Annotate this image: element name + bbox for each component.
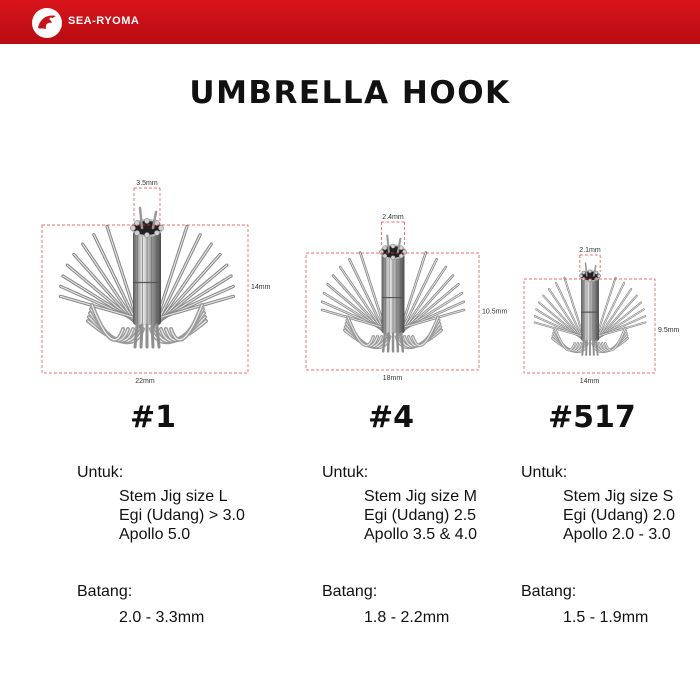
- top-dimension-label: 3.5mm: [136, 180, 158, 187]
- use-item: Egi (Udang) > 3.0: [119, 507, 245, 524]
- uses-list-1: [119, 487, 245, 544]
- height-dimension-label: 10.5mm: [482, 308, 508, 316]
- use-item: Egi (Udang) 2.0: [563, 507, 676, 524]
- batang-label-4: Batang:: [322, 583, 378, 600]
- batang-label-1: Batang:: [77, 583, 133, 600]
- size-label-1: #1: [130, 400, 177, 435]
- top-dimension-label: 2.1mm: [579, 247, 601, 254]
- batang-value-4: 1.8 - 2.2mm: [364, 609, 450, 626]
- untuk-label-517: Untuk:: [521, 464, 568, 481]
- brand-name: SEA-RYOMA: [68, 15, 140, 27]
- use-item: Stem Jig size S: [563, 488, 674, 505]
- use-item: Stem Jig size L: [119, 488, 228, 505]
- umbrella-hook-image: [61, 208, 234, 347]
- size-label-517: #517: [548, 400, 636, 435]
- untuk-label-1: Untuk:: [77, 464, 124, 481]
- top-dimension-label: 2.4mm: [382, 214, 404, 221]
- use-item: Apollo 5.0: [119, 526, 191, 543]
- use-item: Apollo 2.0 - 3.0: [563, 526, 671, 543]
- width-dimension-label: 22mm: [135, 378, 155, 385]
- untuk-label-4: Untuk:: [322, 464, 369, 481]
- width-dimension-label: 18mm: [382, 375, 403, 382]
- use-item: Egi (Udang) 2.5: [364, 507, 477, 524]
- umbrella-hook-image: [535, 263, 646, 355]
- height-dimension-label: 9.5mm: [658, 327, 680, 334]
- height-dimension-label: 14mm: [251, 284, 271, 291]
- use-item: Apollo 3.5 & 4.0: [364, 526, 477, 543]
- dimension-guides: [306, 214, 507, 382]
- uses-list-4: [364, 487, 477, 544]
- width-dimension-label: 14mm: [579, 378, 600, 385]
- use-item: Stem Jig size M: [364, 488, 477, 505]
- size-label-4: #4: [368, 400, 415, 435]
- batang-value-1: 2.0 - 3.3mm: [119, 609, 205, 626]
- uses-list-517: [563, 487, 675, 544]
- batang-value-517: 1.5 - 1.9mm: [563, 609, 649, 626]
- batang-label-517: Batang:: [521, 583, 577, 600]
- page-title: UMBRELLA HOOK: [189, 75, 511, 111]
